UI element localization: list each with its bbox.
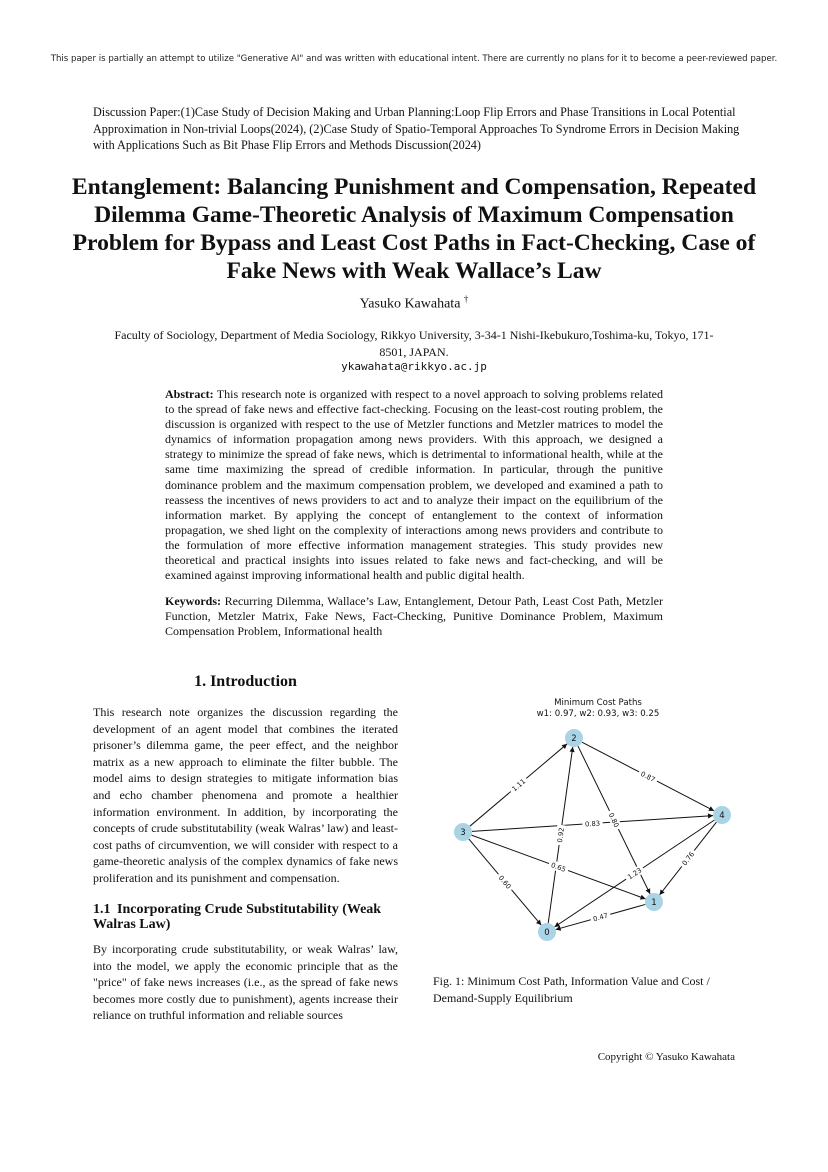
- subsection-title: [93, 902, 398, 932]
- generative-ai-notice: This paper is partially an attempt to utilize "Generative AI" and was written with educational intent. There are currently no plans for it to become a peer-reviewed paper.: [50, 54, 778, 64]
- keywords-label: Keywords:: [165, 594, 221, 608]
- abstract-label: Abstract:: [165, 387, 214, 401]
- svg-text:2: 2: [571, 734, 577, 744]
- edge-label-1-0: [590, 910, 612, 924]
- svg-text:0.83: 0.83: [584, 819, 601, 829]
- svg-text:0.87: 0.87: [639, 769, 657, 784]
- node-4: [713, 806, 731, 824]
- svg-text:0.47: 0.47: [592, 911, 610, 924]
- chart-subtitle: w1: 0.97, w2: 0.93, w3: 0.25: [536, 709, 660, 719]
- svg-text:1: 1: [651, 898, 657, 908]
- keywords: [165, 594, 663, 639]
- edge-label-3-2: [508, 775, 529, 795]
- svg-text:0.80: 0.80: [606, 811, 621, 829]
- author-name: Yasuko Kawahata: [359, 296, 461, 312]
- author-mark: †: [463, 294, 469, 304]
- affiliation: Faculty of Sociology, Department of Media Sociology, Rikkyo University, 3-34-1 Nishi-Ikebukuro,Toshima-ku, Tokyo, 171-8501, JAPAN.: [114, 328, 714, 359]
- network-chart: [440, 690, 740, 945]
- keywords-text: Recurring Dilemma, Wallace’s Law, Entanglement, Detour Path, Least Cost Path, Metzler Function, Metzler Matrix, Fake News, Fact-Checking, Punitive Dominance Problem, Maximum Compensation Problem, Informational health: [165, 594, 664, 639]
- introduction-paragraph: This research note organizes the discussion regarding the development of an agent model that combines the iterated prisoner’s dilemma game, the peer effect, and the neighbor matrix as a new approach to eliminate the filter bubble. The model aims to design strategies to mitigate information bias and echo chamber phenomena and promote a healthier information environment. In addition, by incorporating the concepts of crude substitutability (weak Walras’ law) and least-cost paths of circumvention, we will consider with respect to a game-theoretic analysis of the complex dynamics of fake news proliferation and its punishment and compensation.: [93, 705, 398, 885]
- paper-title: Entanglement: Balancing Punishment and Compensation, Repeated Dilemma Game-Theoretic Analysis of Maximum Compensation Problem for Bypass and Least Cost Paths in Fact-Checking, Case of Fake News with Weak Wallace’s Law: [71, 174, 757, 284]
- abstract-text: This research note is organized with respect to a novel approach to solving problems related to the spread of fake news and effective fact-checking. Focusing on the least-cost routing problem, the discussion is organized with respect to the use of Metzler functions and Metzler matrices to model the dynamics of information propagation among news providers. With this approach, we designed a strategy to minimize the spread of fake news, which is detrimental to informational health, while at the same time maximizing the spread of credible information. In particular, through the punitive dominance problem and the maximum compensation problem, we developed and examined a path to reassess the incentives of news providers to act and to analyze their impact on the equilibrium of the information market. By applying the concept of entanglement to the context of information propagation, we shed light on the complexity of interactions among news providers and contribute to the formulation of more effective information management strategies. This study provides new theoretical and practical insights into issues related to fake news and fact-checking, and will be examined against improving informational health and public digital health.: [165, 387, 663, 583]
- edge-label-4-1: [678, 848, 698, 869]
- edge-label-3-4: [582, 818, 603, 828]
- edges-layer: [469, 742, 717, 931]
- edge-arrowhead-0-2: [569, 747, 574, 752]
- subsection-title-text: Incorporating Crude Substitutability (Weak Walras Law): [93, 902, 382, 932]
- svg-text:0.60: 0.60: [496, 873, 513, 891]
- figure-caption: Fig. 1: Minimum Cost Path, Information Value and Cost / Demand-Supply Equilibrium: [433, 974, 710, 1005]
- nodes-layer: [454, 729, 731, 941]
- svg-text:1.23: 1.23: [626, 866, 644, 882]
- section-title-introduction: 1. Introduction: [194, 673, 297, 690]
- node-3: [454, 823, 472, 841]
- svg-text:1.11: 1.11: [510, 777, 528, 794]
- edge-label-3-0: [495, 871, 515, 892]
- svg-text:0: 0: [544, 928, 550, 938]
- edge-arrowhead-3-4: [708, 813, 713, 818]
- svg-text:0.92: 0.92: [555, 827, 567, 844]
- author-line: [0, 294, 828, 313]
- node-2: [565, 729, 583, 747]
- edge-label-3-1: [547, 859, 569, 874]
- edge-labels-layer: [495, 768, 698, 924]
- subsection-number: 1.1: [93, 902, 111, 917]
- edge-label-0-2: [555, 824, 567, 845]
- edge-label-2-4: [637, 768, 659, 785]
- copyright: Copyright © Yasuko Kawahata: [597, 1051, 735, 1063]
- node-1: [645, 893, 663, 911]
- abstract: [165, 387, 663, 583]
- node-0: [538, 923, 556, 941]
- subsection-paragraph: By incorporating crude substitutability, or weak Walras’ law, into the model, we apply the economic principle that as the "price" of fake news increases (i.e., as the spread of fake news becomes more costly due to punishment), agents increase their reliance on truthful information and reliable sources: [93, 942, 398, 1023]
- edge-label-4-0: [624, 864, 646, 883]
- email[interactable]: ykawahata@rikkyo.ac.jp: [341, 360, 487, 373]
- chart-title: Minimum Cost Paths: [554, 698, 642, 708]
- discussion-paper-note: Discussion Paper:(1)Case Study of Decision Making and Urban Planning:Loop Flip Errors and Phase Transitions in Local Potential Approximation in Non-trivial Loops(2024), (2)Case Study of Spatio-Temporal Approaches To Syndrome Errors in Decision Making with Applications Such as Bit Phase Flip Errors and Methods Discussion(2024): [93, 105, 740, 152]
- svg-text:0.65: 0.65: [549, 861, 567, 874]
- edge-label-2-1: [606, 809, 623, 831]
- svg-text:0.76: 0.76: [680, 850, 697, 868]
- svg-text:4: 4: [719, 811, 725, 821]
- svg-text:3: 3: [460, 828, 466, 838]
- edge-arrowhead-4-1: [660, 889, 665, 895]
